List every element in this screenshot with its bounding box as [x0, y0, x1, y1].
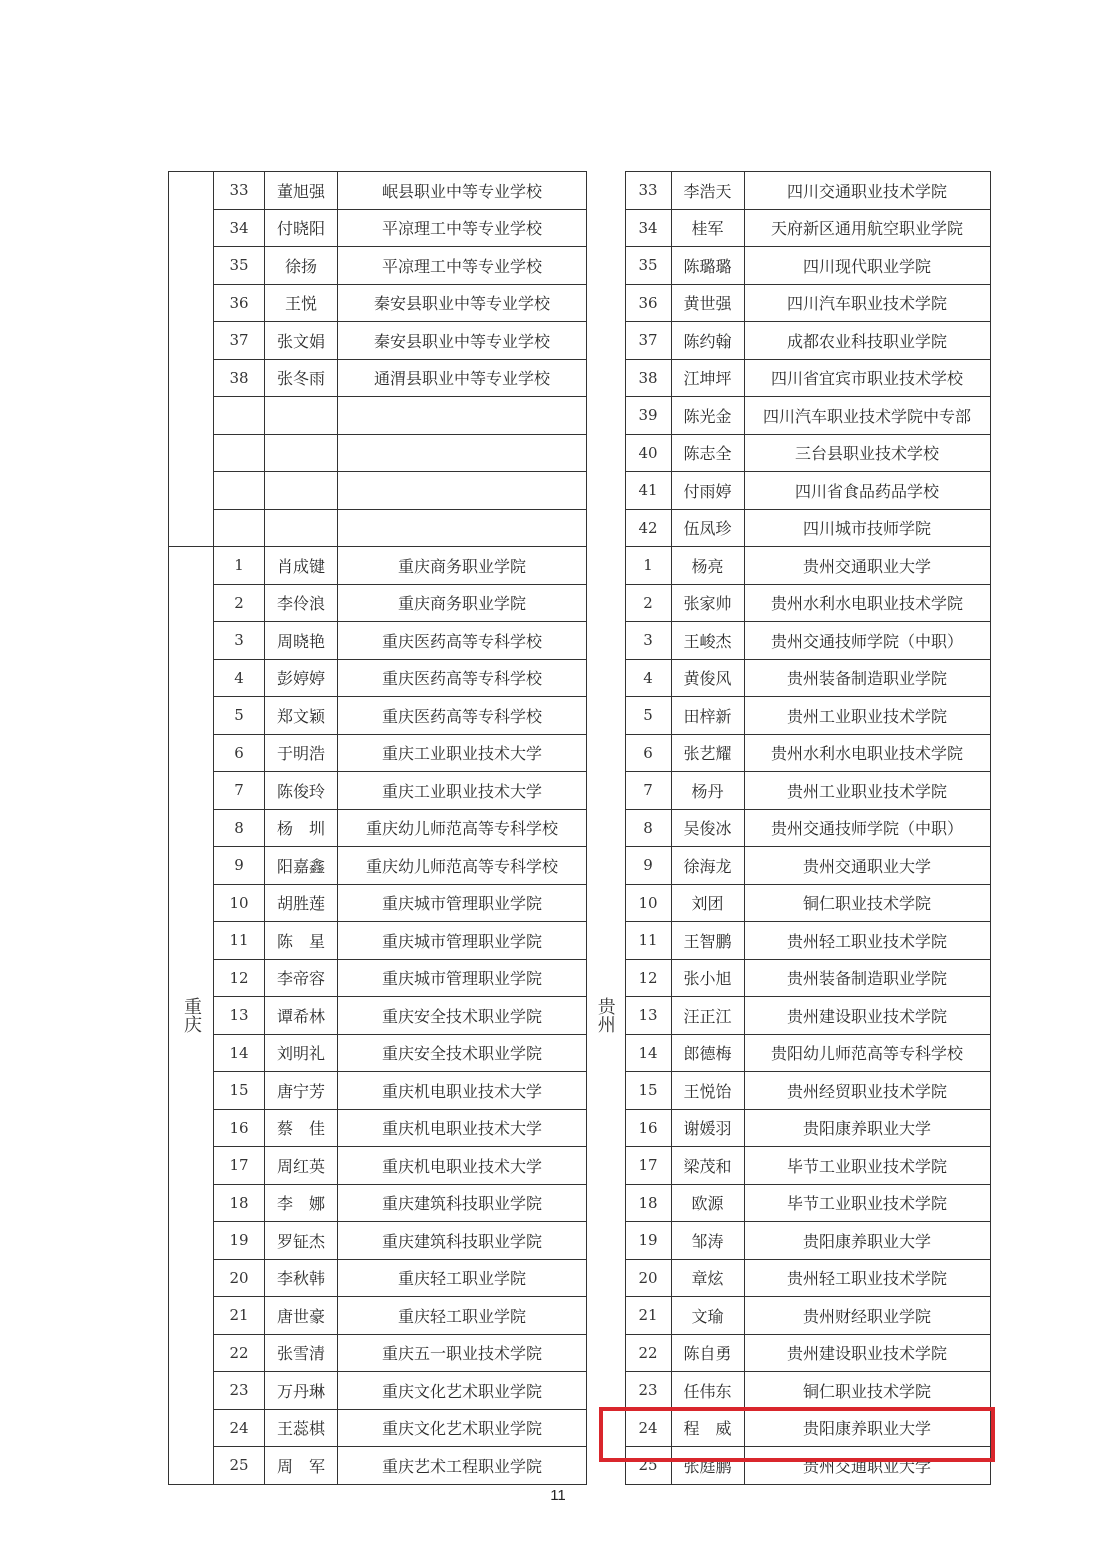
table-row — [169, 622, 587, 660]
person-name: 付雨婷 — [671, 472, 744, 510]
table-row — [585, 397, 990, 435]
school-name: 天府新区通用航空职业学院 — [744, 209, 990, 247]
person-name: 陈自勇 — [671, 1334, 744, 1372]
table-row — [169, 322, 587, 360]
school-name: 铜仁职业技术学院 — [744, 1372, 990, 1410]
row-number: 12 — [214, 959, 265, 997]
person-name: 陈璐璐 — [671, 247, 744, 285]
school-name: 重庆机电职业技术大学 — [338, 1072, 587, 1110]
person-name: 江坤坪 — [671, 359, 744, 397]
table-row — [169, 472, 587, 510]
school-name: 贵州财经职业学院 — [744, 1297, 990, 1335]
table-row — [169, 997, 587, 1035]
table-row — [169, 1372, 587, 1410]
table-row — [585, 1109, 990, 1147]
table-row — [585, 584, 990, 622]
school-name: 岷县职业中等专业学校 — [338, 172, 587, 210]
person-name: 王悦 — [265, 284, 338, 322]
table-row — [585, 359, 990, 397]
table-row — [169, 509, 587, 547]
person-name: 王峻杰 — [671, 622, 744, 660]
table-row — [585, 1184, 990, 1222]
school-name: 重庆文化艺术职业学院 — [338, 1409, 587, 1447]
person-name: 周 军 — [265, 1447, 338, 1485]
row-number: 22 — [214, 1334, 265, 1372]
school-name: 平凉理工中等专业学校 — [338, 209, 587, 247]
person-name: 唐宁芳 — [265, 1072, 338, 1110]
person-name: 周红英 — [265, 1147, 338, 1185]
school-name: 贵州装备制造职业学院 — [744, 959, 990, 997]
school-name: 四川汽车职业技术学院中专部 — [744, 397, 990, 435]
row-number: 14 — [625, 1034, 671, 1072]
school-name: 重庆机电职业技术大学 — [338, 1147, 587, 1185]
school-name: 贵州经贸职业技术学院 — [744, 1072, 990, 1110]
school-name: 重庆轻工职业学院 — [338, 1297, 587, 1335]
person-name: 王悦饴 — [671, 1072, 744, 1110]
table-row — [169, 1147, 587, 1185]
page-number: 11 — [550, 1487, 566, 1504]
person-name: 蔡 佳 — [265, 1109, 338, 1147]
person-name: 梁茂和 — [671, 1147, 744, 1185]
person-name: 吴俊冰 — [671, 809, 744, 847]
school-name: 重庆建筑科技职业学院 — [338, 1184, 587, 1222]
row-number: 38 — [625, 359, 671, 397]
row-number: 16 — [214, 1109, 265, 1147]
row-number — [214, 397, 265, 435]
person-name: 徐扬 — [265, 247, 338, 285]
person-name — [265, 434, 338, 472]
school-name: 贵州交通技师学院（中职） — [744, 622, 990, 660]
school-name: 重庆安全技术职业学院 — [338, 1034, 587, 1072]
table-row — [585, 959, 990, 997]
row-number: 13 — [625, 997, 671, 1035]
row-number: 15 — [625, 1072, 671, 1110]
school-name: 四川省食品药品学校 — [744, 472, 990, 510]
row-number: 22 — [625, 1334, 671, 1372]
table-row — [585, 472, 990, 510]
school-name: 重庆商务职业学院 — [338, 584, 587, 622]
person-name: 杨丹 — [671, 772, 744, 810]
person-name: 肖成键 — [265, 547, 338, 585]
school-name: 通渭县职业中等专业学校 — [338, 359, 587, 397]
school-name: 秦安县职业中等专业学校 — [338, 284, 587, 322]
row-number: 2 — [214, 584, 265, 622]
row-number: 18 — [214, 1184, 265, 1222]
person-name: 陈志全 — [671, 434, 744, 472]
table-row — [585, 509, 990, 547]
school-name: 平凉理工中等专业学校 — [338, 247, 587, 285]
row-number: 8 — [625, 809, 671, 847]
row-number: 7 — [625, 772, 671, 810]
row-number: 36 — [625, 284, 671, 322]
row-number: 11 — [214, 922, 265, 960]
table-row — [585, 922, 990, 960]
table-row — [169, 172, 587, 210]
person-name: 杨亮 — [671, 547, 744, 585]
row-number: 16 — [625, 1109, 671, 1147]
school-name: 贵州交通技师学院（中职） — [744, 809, 990, 847]
school-name — [338, 397, 587, 435]
school-name: 重庆城市管理职业学院 — [338, 959, 587, 997]
school-name: 重庆文化艺术职业学院 — [338, 1372, 587, 1410]
row-number: 11 — [625, 922, 671, 960]
person-name: 杨 圳 — [265, 809, 338, 847]
row-number: 4 — [625, 659, 671, 697]
row-number: 24 — [625, 1409, 671, 1447]
school-name: 毕节工业职业技术学院 — [744, 1184, 990, 1222]
table-row — [169, 397, 587, 435]
table-row — [169, 247, 587, 285]
row-number: 34 — [214, 209, 265, 247]
highlight-box — [599, 1407, 995, 1462]
school-name — [338, 509, 587, 547]
row-number: 6 — [214, 734, 265, 772]
person-name: 汪正江 — [671, 997, 744, 1035]
table-row — [169, 1259, 587, 1297]
table-row — [585, 247, 990, 285]
school-name: 贵州建设职业技术学院 — [744, 1334, 990, 1372]
person-name: 李帝容 — [265, 959, 338, 997]
school-name: 三台县职业技术学校 — [744, 434, 990, 472]
person-name: 唐世豪 — [265, 1297, 338, 1335]
person-name: 张艺耀 — [671, 734, 744, 772]
row-number: 20 — [625, 1259, 671, 1297]
school-name: 成都农业科技职业学院 — [744, 322, 990, 360]
school-name: 贵州建设职业技术学院 — [744, 997, 990, 1035]
table-row — [585, 697, 990, 735]
row-number: 34 — [625, 209, 671, 247]
person-name: 陈光金 — [671, 397, 744, 435]
person-name: 陈 星 — [265, 922, 338, 960]
school-name: 贵阳康养职业大学 — [744, 1222, 990, 1260]
left-region-label: 重庆 — [169, 547, 214, 1485]
table-row — [585, 772, 990, 810]
row-number: 4 — [214, 659, 265, 697]
table-row — [169, 1409, 587, 1447]
table-row — [585, 1147, 990, 1185]
row-number: 8 — [214, 809, 265, 847]
right-roster-table — [585, 171, 991, 1485]
person-name: 张小旭 — [671, 959, 744, 997]
row-number: 10 — [625, 884, 671, 922]
table-row — [585, 659, 990, 697]
school-name: 重庆轻工职业学院 — [338, 1259, 587, 1297]
school-name: 重庆城市管理职业学院 — [338, 922, 587, 960]
row-number: 14 — [214, 1034, 265, 1072]
person-name: 于明浩 — [265, 734, 338, 772]
table-row — [169, 1109, 587, 1147]
school-name: 重庆商务职业学院 — [338, 547, 587, 585]
person-name: 章炫 — [671, 1259, 744, 1297]
person-name: 王智鹏 — [671, 922, 744, 960]
school-name: 四川省宜宾市职业技术学校 — [744, 359, 990, 397]
person-name: 徐海龙 — [671, 847, 744, 885]
row-number — [214, 509, 265, 547]
person-name: 文瑜 — [671, 1297, 744, 1335]
person-name — [265, 509, 338, 547]
person-name: 谢媛羽 — [671, 1109, 744, 1147]
table-row — [169, 959, 587, 997]
row-number: 13 — [214, 997, 265, 1035]
row-number: 39 — [625, 397, 671, 435]
school-name: 重庆五一职业技术学院 — [338, 1334, 587, 1372]
person-name: 陈俊玲 — [265, 772, 338, 810]
school-name: 重庆幼儿师范高等专科学校 — [338, 809, 587, 847]
row-number: 21 — [625, 1297, 671, 1335]
school-name: 重庆医药高等专科学校 — [338, 697, 587, 735]
school-name: 贵州水利水电职业技术学院 — [744, 734, 990, 772]
table-row — [585, 1072, 990, 1110]
person-name: 李浩天 — [671, 172, 744, 210]
table-row — [169, 1334, 587, 1372]
person-name: 周晓艳 — [265, 622, 338, 660]
row-number: 23 — [214, 1372, 265, 1410]
table-row — [169, 809, 587, 847]
table-row — [169, 1072, 587, 1110]
person-name: 郑文颖 — [265, 697, 338, 735]
school-name: 四川汽车职业技术学院 — [744, 284, 990, 322]
person-name: 张冬雨 — [265, 359, 338, 397]
table-row — [169, 1184, 587, 1222]
school-name: 四川现代职业学院 — [744, 247, 990, 285]
person-name: 伍凤珍 — [671, 509, 744, 547]
row-number: 10 — [214, 884, 265, 922]
row-number: 40 — [625, 434, 671, 472]
table-row — [169, 584, 587, 622]
table-row — [585, 809, 990, 847]
table-row — [169, 547, 587, 585]
table-row — [585, 1034, 990, 1072]
table-row — [169, 772, 587, 810]
row-number: 37 — [625, 322, 671, 360]
person-name: 张庭鹏 — [671, 1447, 744, 1485]
row-number: 5 — [625, 697, 671, 735]
table-row — [169, 922, 587, 960]
person-name: 阳嘉鑫 — [265, 847, 338, 885]
school-name: 贵州轻工职业技术学院 — [744, 1259, 990, 1297]
person-name: 桂军 — [671, 209, 744, 247]
school-name: 重庆城市管理职业学院 — [338, 884, 587, 922]
row-number: 3 — [214, 622, 265, 660]
school-name: 铜仁职业技术学院 — [744, 884, 990, 922]
person-name: 欧源 — [671, 1184, 744, 1222]
table-row — [585, 172, 990, 210]
table-row — [169, 1034, 587, 1072]
row-number: 9 — [625, 847, 671, 885]
row-number: 2 — [625, 584, 671, 622]
table-row — [169, 209, 587, 247]
row-number: 18 — [625, 1184, 671, 1222]
table-row — [585, 1259, 990, 1297]
table-row — [585, 284, 990, 322]
school-name: 贵州交通职业大学 — [744, 547, 990, 585]
left-upper-region-cell — [169, 172, 214, 547]
table-row — [585, 622, 990, 660]
table-row — [169, 734, 587, 772]
school-name: 贵州水利水电职业技术学院 — [744, 584, 990, 622]
school-name: 贵州工业职业技术学院 — [744, 697, 990, 735]
table-row — [169, 659, 587, 697]
row-number: 17 — [625, 1147, 671, 1185]
table-row — [585, 209, 990, 247]
school-name: 贵州轻工职业技术学院 — [744, 922, 990, 960]
row-number: 23 — [625, 1372, 671, 1410]
school-name: 贵州交通职业大学 — [744, 1447, 990, 1485]
row-number: 25 — [214, 1447, 265, 1485]
person-name: 李 娜 — [265, 1184, 338, 1222]
school-name: 贵州装备制造职业学院 — [744, 659, 990, 697]
table-row — [169, 434, 587, 472]
person-name: 刘团 — [671, 884, 744, 922]
person-name: 田梓新 — [671, 697, 744, 735]
school-name: 重庆工业职业技术大学 — [338, 734, 587, 772]
school-name: 重庆安全技术职业学院 — [338, 997, 587, 1035]
table-row — [585, 322, 990, 360]
school-name: 毕节工业职业技术学院 — [744, 1147, 990, 1185]
person-name: 刘明礼 — [265, 1034, 338, 1072]
row-number: 33 — [214, 172, 265, 210]
table-row — [585, 997, 990, 1035]
row-number: 19 — [625, 1222, 671, 1260]
person-name: 李伶浪 — [265, 584, 338, 622]
person-name — [265, 397, 338, 435]
person-name: 张文娟 — [265, 322, 338, 360]
person-name: 程 威 — [671, 1409, 744, 1447]
person-name: 王蕊棋 — [265, 1409, 338, 1447]
table-row — [585, 1372, 990, 1410]
row-number: 12 — [625, 959, 671, 997]
row-number: 35 — [214, 247, 265, 285]
school-name: 重庆建筑科技职业学院 — [338, 1222, 587, 1260]
person-name: 罗钲杰 — [265, 1222, 338, 1260]
table-row — [169, 884, 587, 922]
person-name: 彭婷婷 — [265, 659, 338, 697]
table-row — [169, 697, 587, 735]
school-name: 重庆医药高等专科学校 — [338, 659, 587, 697]
person-name: 谭希林 — [265, 997, 338, 1035]
school-name: 秦安县职业中等专业学校 — [338, 322, 587, 360]
table-row — [585, 847, 990, 885]
right-region-label: 贵州 — [585, 547, 625, 1485]
right-upper-region-cell — [585, 172, 625, 547]
row-number: 5 — [214, 697, 265, 735]
person-name: 张雪清 — [265, 1334, 338, 1372]
row-number: 21 — [214, 1297, 265, 1335]
row-number: 9 — [214, 847, 265, 885]
person-name: 张家帅 — [671, 584, 744, 622]
school-name: 四川交通职业技术学院 — [744, 172, 990, 210]
table-row — [585, 547, 990, 585]
row-number — [214, 434, 265, 472]
school-name: 重庆艺术工程职业学院 — [338, 1447, 587, 1485]
school-name: 贵阳康养职业大学 — [744, 1409, 990, 1447]
person-name: 李秋韩 — [265, 1259, 338, 1297]
left-roster-table — [168, 171, 587, 1485]
row-number: 15 — [214, 1072, 265, 1110]
row-number: 1 — [214, 547, 265, 585]
table-row — [585, 1222, 990, 1260]
row-number: 7 — [214, 772, 265, 810]
row-number: 42 — [625, 509, 671, 547]
row-number: 20 — [214, 1259, 265, 1297]
school-name: 贵州工业职业技术学院 — [744, 772, 990, 810]
table-row — [585, 1297, 990, 1335]
school-name — [338, 472, 587, 510]
row-number: 1 — [625, 547, 671, 585]
person-name: 任伟东 — [671, 1372, 744, 1410]
school-name: 四川城市技师学院 — [744, 509, 990, 547]
row-number: 19 — [214, 1222, 265, 1260]
table-row — [169, 1447, 587, 1485]
row-number: 33 — [625, 172, 671, 210]
school-name — [338, 434, 587, 472]
row-number: 3 — [625, 622, 671, 660]
row-number: 38 — [214, 359, 265, 397]
row-number — [214, 472, 265, 510]
person-name: 陈约翰 — [671, 322, 744, 360]
person-name: 付晓阳 — [265, 209, 338, 247]
school-name: 贵阳康养职业大学 — [744, 1109, 990, 1147]
school-name: 贵州交通职业大学 — [744, 847, 990, 885]
table-row — [169, 284, 587, 322]
row-number: 41 — [625, 472, 671, 510]
table-row — [585, 434, 990, 472]
school-name: 重庆机电职业技术大学 — [338, 1109, 587, 1147]
row-number: 35 — [625, 247, 671, 285]
table-row — [169, 1297, 587, 1335]
person-name: 郎德梅 — [671, 1034, 744, 1072]
table-row — [585, 1334, 990, 1372]
person-name: 胡胜莲 — [265, 884, 338, 922]
row-number: 25 — [625, 1447, 671, 1485]
table-row — [169, 847, 587, 885]
table-row — [585, 884, 990, 922]
school-name: 重庆工业职业技术大学 — [338, 772, 587, 810]
table-row — [169, 359, 587, 397]
row-number: 37 — [214, 322, 265, 360]
person-name: 黄俊风 — [671, 659, 744, 697]
person-name — [265, 472, 338, 510]
row-number: 36 — [214, 284, 265, 322]
person-name: 邹涛 — [671, 1222, 744, 1260]
person-name: 黄世强 — [671, 284, 744, 322]
school-name: 贵阳幼儿师范高等专科学校 — [744, 1034, 990, 1072]
row-number: 17 — [214, 1147, 265, 1185]
school-name: 重庆幼儿师范高等专科学校 — [338, 847, 587, 885]
row-number: 24 — [214, 1409, 265, 1447]
school-name: 重庆医药高等专科学校 — [338, 622, 587, 660]
person-name: 万丹琳 — [265, 1372, 338, 1410]
table-row — [585, 734, 990, 772]
row-number: 6 — [625, 734, 671, 772]
person-name: 董旭强 — [265, 172, 338, 210]
table-row — [169, 1222, 587, 1260]
